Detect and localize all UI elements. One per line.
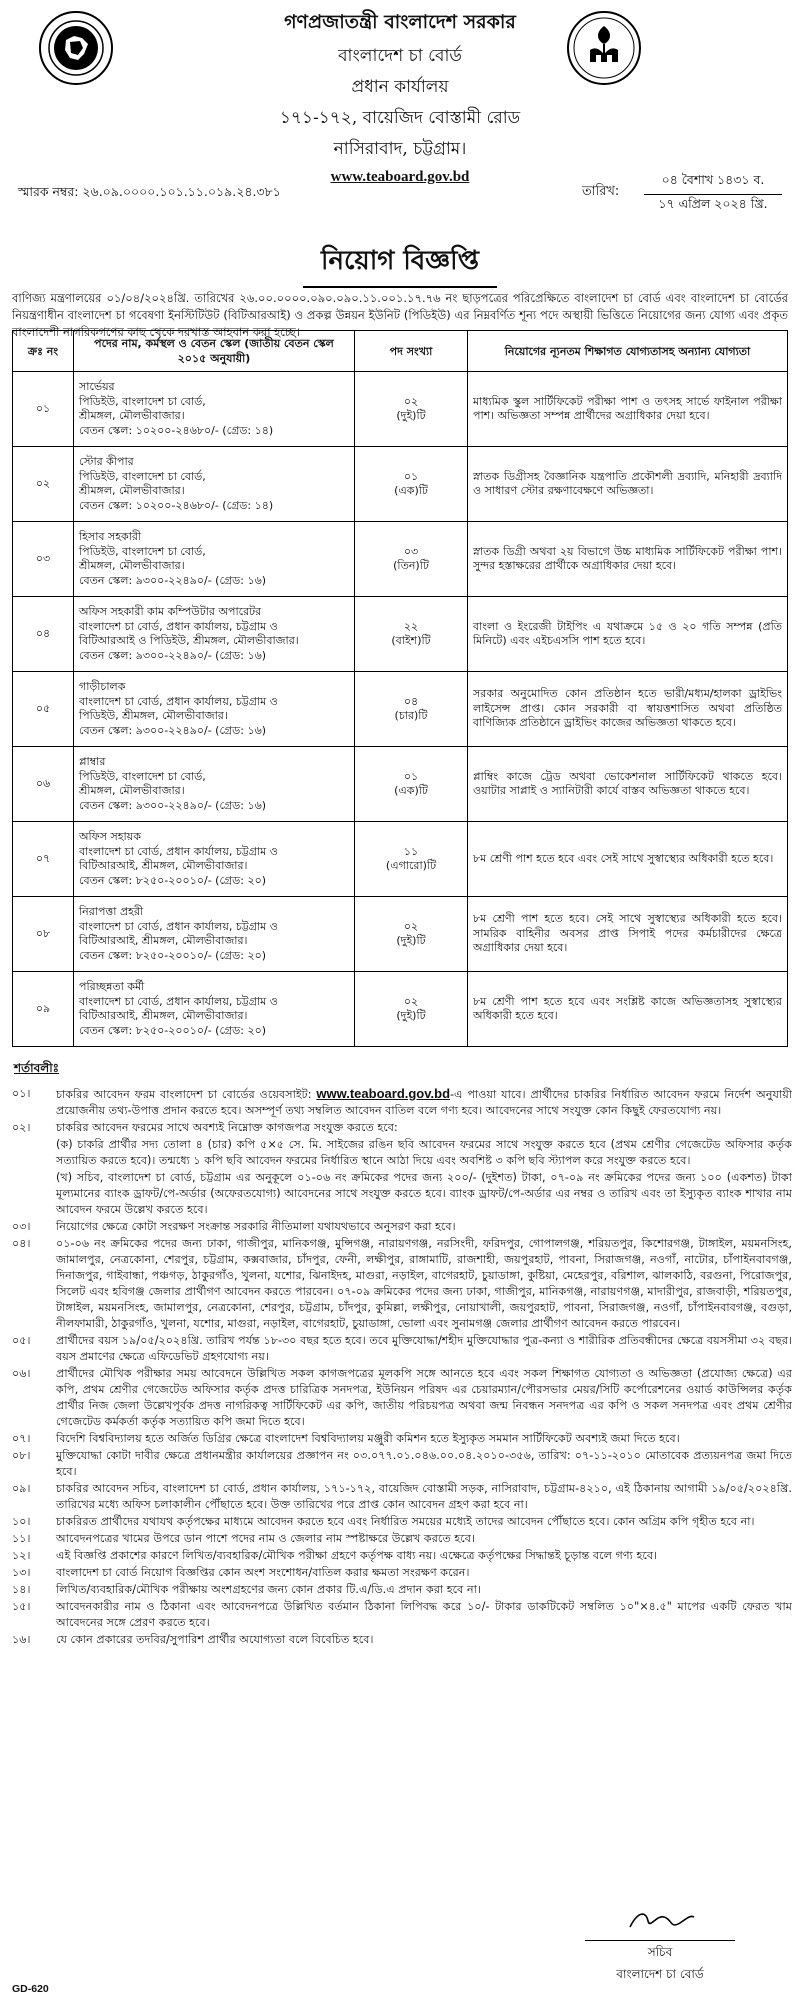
cell-post (74, 597, 355, 672)
post-count: ০২ (403, 994, 419, 1008)
condition-text-main: চাকরির আবেদন ফরম বাংলাদেশ চা বোর্ডের ওয়েবসাইট: (56, 1088, 317, 1101)
post-count-words: (দুই)টি (396, 409, 426, 422)
post-pay-scale: বেতন স্কেল: ৮২৫০-২০০১০/- (গ্রেড: ২০) (79, 873, 267, 887)
post-count: ০১ (403, 769, 419, 783)
cell-serial: ০১ (13, 372, 74, 447)
condition-item (12, 1531, 792, 1547)
post-location-2: শ্রীমঙ্গল, মৌলভীবাজার। (79, 409, 185, 422)
condition-item (12, 1582, 792, 1598)
post-count-words: (দুই)টি (396, 934, 426, 947)
post-pay-scale: বেতন স্কেল: ৯৩০০-২২৪৯০/- (গ্রেড: ১৬) (79, 648, 267, 662)
condition-text (56, 1582, 792, 1598)
condition-text (56, 1137, 792, 1169)
date-label: তারিখ: (582, 184, 620, 199)
cell-count (355, 672, 468, 747)
table-row (13, 972, 788, 1047)
condition-text-main: নিয়োগের ক্ষেত্রে কোটা সংরক্ষণ সংক্রান্ত সরকারি নীতিমালা যথাযথভাবে অনুসরণ করা হবে। (56, 1220, 456, 1233)
post-location-1: পিডিইউ, বাংলাদেশ চা বোর্ড, (79, 469, 206, 483)
cell-qualification: স্নাতক ডিগ্রী অথবা ২য় বিভাগে উচ্চ মাধ্যমিক সার্টিফিকেট পরীক্ষা পাশ। সুন্দর হস্তাক্ষরের প্রার্থীকে অগ্রাধিকার দেয়া হবে। (468, 522, 788, 597)
condition-item (12, 1548, 792, 1564)
condition-item (12, 1170, 792, 1218)
condition-text-main: চাকরির আবেদন ফরমের সাথে অবশ্যই নিম্নোক্ত কাগজপত্র সংযুক্ত করতে হবে: (56, 1121, 398, 1134)
signature-block (560, 1905, 760, 1986)
post-count-words: (এক)টি (394, 484, 428, 497)
condition-number: ০৬। (12, 1367, 31, 1380)
header-qualification: নিয়োগের ন্যূনতম শিক্ষাগত যোগ্যতাসহ অন্যান্য যোগ্যতা (468, 331, 788, 372)
cell-serial: ০২ (13, 447, 74, 522)
condition-item (12, 1632, 792, 1648)
cell-count (355, 972, 468, 1047)
post-count-words: (বাইশ)টি (391, 634, 431, 647)
condition-text (56, 1514, 792, 1530)
post-location-1: বাংলাদেশ চা বোর্ড, প্রধান কার্যালয়, চট্টগ্রাম ও (79, 844, 278, 858)
condition-item (12, 1431, 792, 1447)
title-wrapper (0, 240, 800, 288)
cell-serial: ০৯ (13, 972, 74, 1047)
cell-serial: ০৮ (13, 897, 74, 972)
post-count-words: (এক)টি (394, 784, 428, 797)
condition-text-main: যে কোন প্রকারের তদবির/সুপারিশ প্রার্থীর অযোগ্যতা বলে বিবেচিত হবে। (56, 1633, 374, 1646)
signature-mark-icon (620, 1905, 700, 1935)
post-name: নিরাপত্তা প্রহরী (79, 905, 144, 918)
condition-text (56, 1086, 792, 1119)
cell-post (74, 672, 355, 747)
condition-text-main: (ক) চাকরি প্রার্থীর সদ্য তোলা ৪ (চার) কপি ৫×৫ সে. মি. সাইজের রঙিন ছবি আবেদন ফরমের সাথে সংযুক্ত করতে হবে (প্রথম শ্রেণীর গেজেটেড অফিসার কর্তৃক সত্যায়িত করতে হবে)। তন্মধ্যে ১ কপি ছবি আবেদন ফরমের নির্ধারিত স্থানে আঠা দিয়ে এবং অবশিষ্ট ৩ কপি ছবি স্ট্যাপল করে সংযুক্ত করতে হবে। (56, 1138, 792, 1167)
cell-qualification: ৮ম শ্রেণী পাশ হতে হবে এবং সংশ্লিষ্ট কাজে অভিজ্ঞতাসহ সুস্বাস্থ্যের অধিকারী হতে হবে। (468, 972, 788, 1047)
post-count: ০১ (403, 469, 419, 483)
condition-number: ০৭। (12, 1432, 31, 1445)
cell-count (355, 897, 468, 972)
condition-item (12, 1086, 792, 1119)
condition-text-main: লিখিত/ব্যবহারিক/মৌখিক পরীক্ষায় অংশগ্রহণের জন্য কোন প্রকার টি.এ/ডি.এ প্রদান করা হবে না। (56, 1583, 481, 1596)
condition-item (12, 1565, 792, 1581)
post-count-words: (দুই)টি (396, 1009, 426, 1022)
condition-number: ০৪। (12, 1237, 31, 1250)
cell-qualification: বাংলা ও ইংরেজী টাইপিং এ যথাক্রমে ১৫ ও ২০ গতি সম্পন্ন (প্রতি মিনিটে) এবং এইচএসসি পাশ হতে হবে। (468, 597, 788, 672)
post-location-2: বিটিআরআই ও পিডিইউ, শ্রীমঙ্গল, মৌলভীবাজার। (79, 634, 299, 647)
cell-qualification: মাধ্যমিক স্কুল সার্টিফিকেট পরীক্ষা পাশ ও তৎসহ সার্ভে ফাইনাল পরীক্ষা পাশ। অভিজ্ঞতা সম্পন্ন প্রার্থীদের অগ্রাধিকার দেয়া হবে। (468, 372, 788, 447)
condition-text (56, 1333, 792, 1365)
cell-post (74, 822, 355, 897)
condition-number: ১১। (12, 1532, 31, 1545)
conditions-list (12, 1086, 792, 1649)
condition-text (56, 1120, 792, 1136)
cell-count (355, 597, 468, 672)
reference-row (18, 172, 788, 228)
cell-post (74, 372, 355, 447)
condition-text (56, 1481, 792, 1513)
condition-item (12, 1366, 792, 1430)
board-name: বাংলাদেশ চা বোর্ড (338, 46, 462, 66)
post-pay-scale: বেতন স্কেল: ১০২০০-২৪৬৮০/- (গ্রেড: ১৪) (79, 498, 274, 512)
condition-text-main: (খ) সচিব, বাংলাদেশ চা বোর্ড, চট্টগ্রাম এর অনুকূলে ০১-০৬ নং ক্রমিকের পদের জন্য ২০০/- (দুইশত) টাকা, ০৭-০৯ নং ক্রমিকের পদের জন্য ১০০ (একশত) টাকা মূল্যমানের ব্যাংক ড্রাফট/পে-অর্ডার (অফেরতযোগ্য) আবেদনের সাথে সংযুক্ত করতে হবে। ব্যাংক ড্রাফট/পে-অর্ডার এর নম্বর ও তারিখ এবং তা ইস্যুকৃত ব্যাংক শাখার নাম আবেদন ফরমে উল্লেখ করতে হবে। (56, 1171, 792, 1216)
condition-text-main: আবেদনপত্রের খামের উপরে ডান পাশে পদের নাম ও জেলার নাম স্পষ্টাক্ষরে উল্লেখ করতে হবে। (56, 1532, 475, 1545)
post-pay-scale: বেতন স্কেল: ১০২০০-২৪৬৮০/- (গ্রেড: ১৪) (79, 423, 274, 437)
condition-text-main: প্রার্থীদের বয়স ১৯/০৫/২০২৪খ্রি. তারিখ পর্যন্ত ১৮-৩০ বছর হতে হবে। তবে মুক্তিযোদ্ধা/শহীদ মুক্তিযোদ্ধার পুত্র-কন্যা ও শারীরিক প্রতিবন্ধীদের ক্ষেত্রে বয়সসীমা ৩২ বছর। বয়স প্রমাণের ক্ষেত্রে এফিডেভিট গ্রহণযোগ্য নয়। (56, 1334, 792, 1363)
post-location-1: বাংলাদেশ চা বোর্ড, প্রধান কার্যালয়, চট্টগ্রাম ও (79, 619, 278, 633)
table-row (13, 822, 788, 897)
cell-qualification: স্নাতক ডিগ্রীসহ বৈজ্ঞানিক যন্ত্রপাতি প্রকৌশলী দ্রব্যাদি, মনিহারী দ্রব্যাদি ও সাধারণ স্টোর রক্ষণাবেক্ষণে অভিজ্ঞতা। (468, 447, 788, 522)
post-name: গাড়ীচালক (79, 680, 126, 693)
condition-item (12, 1137, 792, 1169)
date-bangla: ০৪ বৈশাখ ১৪৩১ ব. (644, 172, 782, 195)
tea-board-logo-icon (566, 10, 642, 86)
cell-qualification: প্লাম্বিং কাজে ট্রেড অথবা ভোকেশনাল সার্টিফিকেট থাকতে হবে। ওয়াটার সাপ্লাই ও স্যানিটারী কার্যে বাস্তব অভিজ্ঞতা থাকতে হবে। (468, 747, 788, 822)
condition-number: ১৬। (12, 1633, 31, 1646)
cell-count (355, 447, 468, 522)
post-location-2: বিটিআরআই, শ্রীমঙ্গল, মৌলভীবাজার। (79, 1009, 248, 1022)
cell-serial: ০৬ (13, 747, 74, 822)
condition-text (56, 1236, 792, 1332)
cell-count (355, 372, 468, 447)
address-line-1: ১৭১-১৭২, বায়েজিদ বোস্তামী রোড (279, 108, 521, 128)
condition-number: ০৫। (12, 1334, 31, 1347)
post-location-1: বাংলাদেশ চা বোর্ড, প্রধান কার্যালয়, চট্টগ্রাম ও (79, 694, 278, 708)
condition-number: ০২। (12, 1121, 31, 1134)
cell-qualification: ৮ম শ্রেণী পাশ হতে হবে। সেই সাথে সুস্বাস্থ্যের অধিকারী হতে হবে। সামরিক বাহিনীর অবসর প্রাপ্ত সিপাই পদের কর্মচারীদের ক্ষেত্রে অগ্রাধিকার দেয়া হবে। (468, 897, 788, 972)
condition-text (56, 1599, 792, 1631)
post-count: ০৪ (403, 694, 419, 708)
post-location-1: বাংলাদেশ চা বোর্ড, প্রধান কার্যালয়, চট্টগ্রাম ও (79, 919, 278, 933)
signature-line (585, 1940, 735, 1941)
condition-item (12, 1514, 792, 1530)
post-location-1: পিডিইউ, বাংলাদেশ চা বোর্ড, (79, 769, 206, 783)
date-gregorian: ১৭ এপ্রিল ২০২৪ খ্রি. (658, 196, 768, 211)
post-count: ০৩ (403, 544, 419, 558)
post-name: প্লাম্বার (79, 755, 106, 768)
post-name: হিসাব সহকারী (79, 530, 142, 543)
condition-text (56, 1531, 792, 1547)
post-location-2: বিটিআরআই, শ্রীমঙ্গল, মৌলভীবাজার। (79, 934, 248, 947)
signatory-title: সচিব (647, 1945, 673, 1959)
post-pay-scale: বেতন স্কেল: ৯৩০০-২২৪৯০/- (গ্রেড: ১৬) (79, 798, 267, 812)
condition-number (12, 1137, 56, 1169)
post-pay-scale: বেতন স্কেল: ৮২৫০-২০০১০/- (গ্রেড: ২০) (79, 1023, 267, 1037)
table-header-row (13, 331, 788, 372)
post-name: অফিস সহকারী কাম কম্পিউটার অপারেটর (79, 605, 262, 618)
post-count: ০২ (403, 919, 419, 933)
condition-number: ১৩। (12, 1566, 31, 1579)
signatory-organization: বাংলাদেশ চা বোর্ড (616, 1967, 704, 1981)
cell-post (74, 897, 355, 972)
post-pay-scale: বেতন স্কেল: ৯৩০০-২২৪৯০/- (গ্রেড: ১৬) (79, 573, 267, 587)
condition-number: ১২। (12, 1549, 31, 1562)
header-post: পদের নাম, কর্মস্থল ও বেতন স্কেল (জাতীয় বেতন স্কেল ২০১৫ অনুযায়ী) (74, 331, 355, 372)
post-count: ০২ (403, 394, 419, 408)
table-row (13, 597, 788, 672)
post-location-2: পিডিইউ, শ্রীমঙ্গল, মৌলভীবাজার। (79, 709, 228, 722)
cell-serial: ০৪ (13, 597, 74, 672)
table-row (13, 447, 788, 522)
intro-paragraph: বাণিজ্য মন্ত্রণালয়ের ০১/০৪/২০২৪খ্রি. তারিখের ২৬.০০.০০০০.০৯০.০৯০.১১.০০১.১৭.৭৬ নং ছাড়পত্রের পরিপ্রেক্ষিতে বাংলাদেশ চা বোর্ড এবং বাংলাদেশ চা বোর্ডের নিয়ন্ত্রণাধীন বাংলাদেশ চা গবেষণা ইনস্টিটিউট (বিটিআরআই) ও প্রকল্প উন্নয়ন ইউনিট (পিডিইউ) এর নিম্নবর্ণিত শূন্য পদে অস্থায়ী ভিত্তিতে নিয়োগের জন্য যোগ্য এবং প্রকৃত বাংলাদেশী নাগরিকগণের কাছ থেকে দরখাস্ত আহবান করা হচ্ছে। (12, 291, 788, 339)
condition-website-link[interactable]: www.teaboard.gov.bd (316, 1086, 451, 1101)
table-row (13, 672, 788, 747)
condition-text (56, 1170, 792, 1218)
office-name: প্রধান কার্যালয় (351, 77, 449, 97)
post-count: ২২ (403, 619, 419, 633)
condition-text (56, 1431, 792, 1447)
condition-text (56, 1548, 792, 1564)
post-count-words: (এগারো)টি (385, 859, 437, 872)
condition-item (12, 1599, 792, 1631)
condition-text-main: প্রার্থীদের মৌখিক পরীক্ষার সময় আবেদনে উল্লিখিত সকল কাগজপত্রের মূলকপি সঙ্গে আনতে হবে এবং সকল শিক্ষাগত যোগ্যতা ও অভিজ্ঞতা (প্রযোজ্য ক্ষেত্রে) এর কপি, প্রথম শ্রেণীর গেজেটেড অফিসার কর্তৃক প্রদত্ত চারিত্রিক সনদপত্র, ইউনিয়ন পরিষদ এর চেয়ারম্যান/পৌরসভার মেয়র/সিটি কর্পোরেশনের ওয়ার্ড কাউন্সিলর কর্তৃক প্রার্থীর নিজ জেলা উল্লেখপূর্বক প্রদত্ত নাগরিকত্ব সার্টিফিকেট এর কপি, জাতীয় পরিচয়পত্র অথবা জন্ম নিবন্ধন সনদপত্র এর কপি ও সকল সনদপত্র এবং প্রথম শ্রেণীর গেজেটেড কর্মকর্তা কর্তৃক সত্যায়িত কপি জমা দিতে হবে। (56, 1367, 792, 1428)
condition-number: ১৫। (12, 1600, 31, 1613)
post-count-words: (চার)টি (394, 709, 428, 722)
post-count-words: (তিন)টি (393, 559, 429, 572)
post-location-2: শ্রীমঙ্গল, মৌলভীবাজার। (79, 784, 185, 797)
cell-count (355, 822, 468, 897)
cell-post (74, 447, 355, 522)
post-name: অফিস সহায়ক (79, 830, 141, 843)
vacancy-table (12, 330, 788, 1047)
condition-item (12, 1481, 792, 1513)
government-name: গণপ্রজাতন্ত্রী বাংলাদেশ সরকার (284, 11, 516, 33)
condition-text-main: আবেদনকারীর নাম ও ঠিকানা এবং আবেদনপত্রে উল্লিখিত বর্তমান ঠিকানা লিপিবদ্ধ করে ১০/- টাকার ডাকটিকেট সম্বলিত ১০"×৪.৫" মাপের একটি ফেরত খাম আবেদনের সঙ্গে প্রেরণ করতে হবে। (56, 1600, 792, 1629)
condition-text (56, 1219, 792, 1235)
condition-number: ০১। (12, 1087, 31, 1100)
condition-text-rest: -এ পাওয়া যাবে। প্রার্থীদের চাকরির নির্ধারিত আবেদন ফরমে নির্দেশ অনুযায়ী প্রয়োজনীয় তথ্য-উপাত্ত প্রদান করতে হবে। অসম্পূর্ণ তথ্য সম্বলিত আবেদন বাতিল বলে গণ্য হবে। আবেদনের সাথে সংযুক্ত কোন কিছুই ফেরতযোগ্য নয়। (56, 1088, 792, 1117)
condition-text-main: বাংলাদেশ চা বোর্ড নিয়োগ বিজ্ঞপ্তির কোন অংশ সংশোধন/বাতিল করার ক্ষমতা সংরক্ষণ করেন। (56, 1566, 470, 1579)
post-name: পরিচ্ছন্নতা কর্মী (79, 980, 145, 993)
post-count: ১১ (403, 844, 419, 858)
condition-text-main: বিদেশি বিশ্ববিদ্যালয় হতে অর্জিত ডিগ্রির ক্ষেত্রে বাংলাদেশ বিশ্ববিদ্যালয় মঞ্জুরী কমিশন হতে ইস্যুকৃত সমমান সার্টিফিকেট অবশ্যই জমা দিতে হবে। (56, 1432, 680, 1445)
memo-number: স্মারক নম্বর: ২৬.০৯.০০০০.১০১.১১.০১৯.২৪.৩৮১ (18, 184, 281, 199)
cell-post (74, 747, 355, 822)
condition-number: ০৯। (12, 1482, 31, 1495)
conditions-title: শর্তাবলীঃ (14, 1061, 60, 1075)
cell-serial: ০৭ (13, 822, 74, 897)
website-link[interactable]: www.teaboard.gov.bd (330, 169, 470, 185)
cell-qualification: ৮ম শ্রেণী পাশ হতে হবে এবং সেই সাথে সুস্বাস্থ্যের অধিকারী হতে হবে। (468, 822, 788, 897)
address-line-2: নাসিরাবাদ, চট্টগ্রাম। (333, 139, 467, 159)
post-pay-scale: বেতন স্কেল: ৯৩০০-২২৪৯০/- (গ্রেড: ১৬) (79, 723, 267, 737)
cell-post (74, 972, 355, 1047)
cell-qualification: সরকার অনুমোদিত কোন প্রতিষ্ঠান হতে ভারী/মধ্যম/হালকা ড্রাইভিং লাইসেন্স প্রাপ্ত। কোন সরকারী বা স্বায়ত্তশাসিত অথবা প্রতিষ্ঠিত বাণিজ্যিক প্রতিষ্ঠানে ড্রাইভিং কাজের অভিজ্ঞতা থাকতে হবে। (468, 672, 788, 747)
post-location-2: শ্রীমঙ্গল, মৌলভীবাজার। (79, 484, 185, 497)
cell-post (74, 522, 355, 597)
condition-number: ১৪। (12, 1583, 31, 1596)
table-row (13, 372, 788, 447)
condition-item (12, 1236, 792, 1332)
cell-count (355, 522, 468, 597)
condition-text-main: ০১-০৬ নং ক্রমিকের পদের জন্য ঢাকা, গাজীপুর, মানিকগঞ্জ, মুন্সিগঞ্জ, নারায়ণগঞ্জ, নরসিংদী, ফরিদপুর, গোপালগঞ্জ, শরিয়তপুর, কিশোরগঞ্জ, টাঙ্গাইল, ময়মনসিংহ, জামালপুর, নেত্রকোনা, শেরপুর, চট্টগ্রাম, কক্সবাজার, চাঁদপুর, ফেনী, লক্ষীপুর, রাঙ্গামাটি, রাজশাহী, জয়পুরহাট, পাবনা, সিরাজগঞ্জ, নওগাঁ, নাটোর, চাঁপাইনবাবগঞ্জ, দিনাজপুর, গাইবান্ধা, পঞ্চগড়, ঠাকুরগাঁও, খুলনা, যশোর, ঝিনাইদহ, মাগুরা, নড়াইল, বাগেরহাট, চুয়াডাঙ্গা, কুষ্টিয়া, মেহেরপুর, বরিশাল, ঝালকাঠি, বরগুনা, পিরোজপুর, সিলেট এবং হবিগঞ্জ জেলার প্রার্থীগণ আবেদন করতে পারবেন। ০৭-০৯ ক্রমিকের পদের জন্য ঢাকা, গাজীপুর, মানিকগঞ্জ, নারায়ণগঞ্জ, মাদারীপুর, রাজবাড়ী, শরিয়তপুর, টাঙ্গাইল, ময়মনসিংহ, জামালপুর, নেত্রকোনা, শেরপুর, চট্টগ্রাম, চাঁদপুর, কুমিল্লা, লক্ষীপুর, নোয়াখালী, জয়পুরহাট, পাবনা, সিরাজগঞ্জ, নওগাঁ, চাঁপাইনবাবগঞ্জ, বগুড়া, নীলফামারী, ঠাকুরগাঁও, খুলনা, যশোর, মাগুরা, নড়াইল, বাগেরহাট, চুয়াডাঙ্গা, ভোলা এবং সুনামগঞ্জ জেলার প্রার্থীগণ আবেদন করতে পারবেন। (56, 1237, 792, 1330)
condition-text-main: মুক্তিযোদ্ধা কোটা দাবীর ক্ষেত্রে প্রধানমন্ত্রীর কার্যালয়ের প্রজ্ঞাপন নং ০৩.০৭৭.০১.০৪৬.০০.০৪.২০১০-৩৫৬, তারিখ: ০৭-১১-২০১০ মোতাবেক প্রত্যয়নপত্র জমা দিতে হবে। (56, 1449, 792, 1478)
post-name: স্টোর কীপার (79, 455, 134, 468)
condition-item (12, 1448, 792, 1480)
letterhead-text (0, 8, 800, 186)
condition-number: ০৩। (12, 1220, 31, 1233)
post-name: সার্ভেয়র (79, 380, 115, 393)
condition-text (56, 1565, 792, 1581)
condition-number: ০৮। (12, 1449, 31, 1462)
condition-text (56, 1632, 792, 1648)
condition-text-main: চাকরিরত প্রার্থীদের যথাযথ কর্তৃপক্ষের মাধ্যমে আবেদন করতে হবে এবং নির্ধারিত সময়ের মধ্যেই তাদের আবেদন পৌঁছাতে হবে। কোন অগ্রিম কপি গৃহীত হবে না। (56, 1515, 755, 1528)
condition-text-main: চাকরির আবেদন সচিব, বাংলাদেশ চা বোর্ড, প্রধান কার্যালয়, ১৭১-১৭২, বায়েজিদ বোস্তামী সড়ক, নাসিরাবাদ, চট্টগ্রাম-৪২১০, এই ঠিকানায় আগামী ১৯/০৫/২০২৪খ্রি. তারিখের মধ্যে অফিস চলাকালীন পৌঁছাতে হবে। উক্ত তারিখের পরে প্রাপ্ত কোন আবেদন গ্রহণ করা হবে না। (56, 1482, 792, 1511)
post-pay-scale: বেতন স্কেল: ৮২৫০-২০০১০/- (গ্রেড: ২০) (79, 948, 267, 962)
table-row (13, 747, 788, 822)
condition-item (12, 1333, 792, 1365)
cell-count (355, 747, 468, 822)
condition-item (12, 1219, 792, 1235)
post-location-2: শ্রীমঙ্গল, মৌলভীবাজার। (79, 559, 185, 572)
post-location-1: বাংলাদেশ চা বোর্ড, প্রধান কার্যালয়, চট্টগ্রাম ও (79, 994, 278, 1008)
post-location-2: বিটিআরআই, শ্রীমঙ্গল, মৌলভীবাজার। (79, 859, 248, 872)
vacancy-table-body (13, 372, 788, 1047)
cell-serial: ০৩ (13, 522, 74, 597)
condition-item (12, 1120, 792, 1136)
condition-text-main: এই বিজ্ঞপ্তি প্রকাশের কারণে লিখিত/ব্যবহারিক/মৌখিক পরীক্ষা গ্রহণে কর্তৃপক্ষ বাধ্য নয়। এক্ষেত্রে কর্তৃপক্ষের সিদ্ধান্তই চূড়ান্ত বলে গণ্য হবে। (56, 1549, 658, 1562)
table-row (13, 897, 788, 972)
condition-number: ১০। (12, 1515, 31, 1528)
footer-code: GD-620 (12, 1983, 49, 1995)
post-location-1: পিডিইউ, বাংলাদেশ চা বোর্ড, (79, 544, 206, 558)
header-count: পদ সংখ্যা (355, 331, 468, 372)
condition-number (12, 1170, 56, 1218)
post-location-1: পিডিইউ, বাংলাদেশ চা বোর্ড, (79, 394, 206, 408)
notice-title: নিয়োগ বিজ্ঞপ্তি (303, 240, 497, 288)
table-row (13, 522, 788, 597)
condition-text (56, 1448, 792, 1480)
condition-text (56, 1366, 792, 1430)
government-seal-icon (38, 10, 114, 86)
cell-serial: ০৫ (13, 672, 74, 747)
header-serial: ক্রঃ নং (13, 331, 74, 372)
